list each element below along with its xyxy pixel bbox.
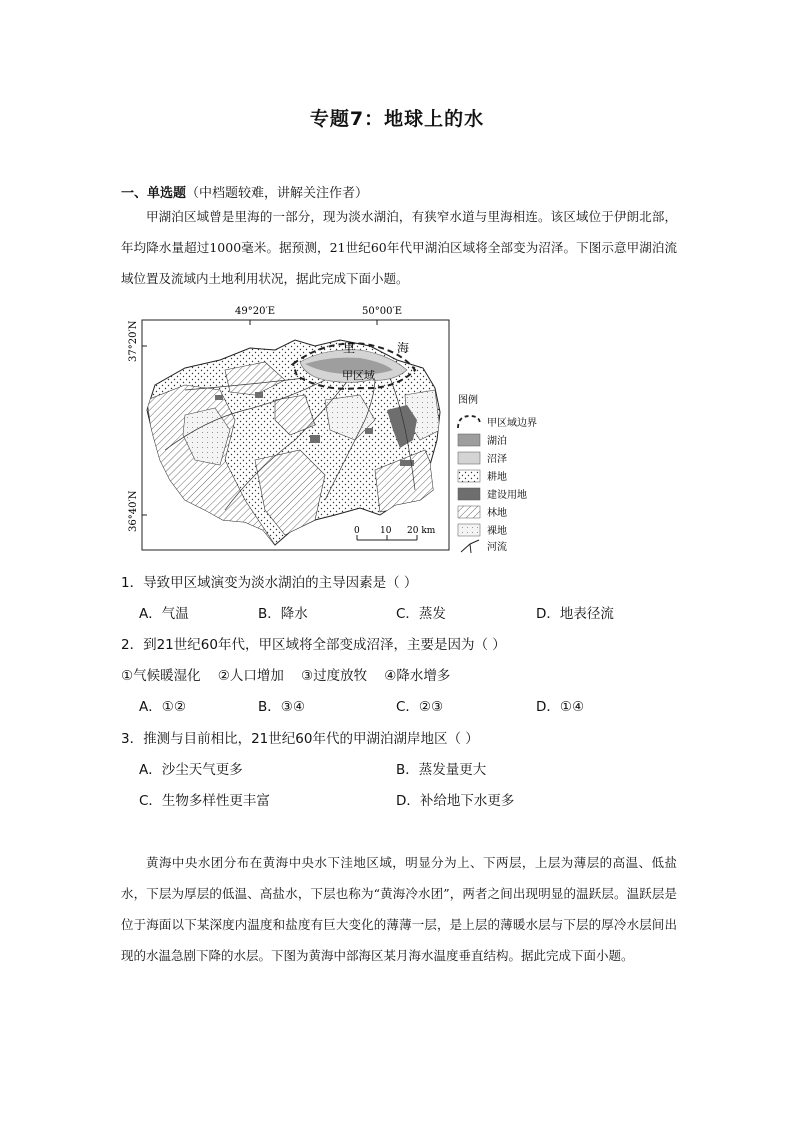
legend-lake: 湖泊	[487, 436, 507, 447]
legend-river: 河流	[487, 542, 507, 553]
scale-10: 10	[380, 526, 392, 536]
q2-option-b[interactable]: B．③④	[258, 699, 305, 715]
q2-option-c[interactable]: C．②③	[396, 699, 444, 715]
sea-label-2: 海	[397, 341, 410, 355]
question-2-choices: ①气候暖湿化 ②人口增加 ③过度放牧 ④降水增多	[121, 668, 451, 684]
q2-option-d[interactable]: D．①④	[536, 699, 585, 715]
legend-title: 图例	[458, 395, 478, 406]
section-note: （中档题较难，讲解关注作者）	[186, 186, 369, 201]
lon-label-2: 50°00′E	[362, 306, 403, 317]
legend-built-icon	[458, 488, 480, 500]
map-legend	[458, 393, 537, 553]
question-1-stem: 1．导致甲区域演变为淡水湖泊的主导因素是（ ）	[121, 575, 418, 591]
question-2-stem: 2．到21世纪60年代，甲区域将全部变成沼泽，主要是因为（ ）	[121, 637, 506, 653]
legend-farmland: 耕地	[487, 472, 507, 483]
legend-swamp-icon	[458, 452, 480, 464]
lat-label-2: 36°40′N	[128, 490, 139, 532]
section-heading	[121, 182, 368, 201]
lat-label-1: 37°20′N	[128, 320, 139, 362]
q3-option-c[interactable]: C．生物多样性更丰富	[139, 793, 270, 809]
passage-1-text: 甲湖泊区域曾是里海的一部分，现为淡水湖泊，有狭窄水道与里海相连。该区域位于伊朗北部，年均降水量超过1000毫米。据预测，21世纪60年代甲湖泊区域将全部变为沼泽。下图示意甲湖泊流域位置及流域内土地利用状况，据此完成下面小题。	[121, 209, 677, 286]
legend-forest: 林地	[487, 508, 507, 519]
q1-option-c[interactable]: C．蒸发	[396, 606, 446, 622]
section-heading-label: 一、单选题	[121, 186, 187, 201]
passage-2	[121, 847, 677, 971]
q2-option-a[interactable]: A．①②	[139, 699, 186, 715]
q1-option-b[interactable]: B．降水	[258, 606, 308, 622]
passage-1	[121, 201, 677, 294]
q3-option-d[interactable]: D．补给地下水更多	[396, 793, 515, 809]
scale-0: 0	[354, 526, 360, 536]
q3-option-a[interactable]: A．沙尘天气更多	[139, 762, 243, 778]
lon-label-1: 49°20′E	[235, 306, 276, 317]
page-title: 专题7：地球上的水	[309, 108, 485, 130]
legend-lake-icon	[458, 434, 480, 446]
legend-bare: 裸地	[487, 526, 507, 537]
scale-20: 20 km	[407, 526, 436, 536]
area-label: 甲区域	[342, 369, 375, 382]
legend-bare-icon	[458, 524, 480, 536]
legend-forest-icon	[458, 506, 480, 518]
legend-river-icon	[461, 540, 479, 553]
legend-boundary-icon	[458, 416, 480, 428]
q3-option-b[interactable]: B．蒸发量更大	[396, 762, 487, 778]
passage-2-text: 黄海中央水团分布在黄海中央水下洼地区域，明显分为上、下两层，上层为薄层的高温、低盐水，下层为厚层的低温、高盐水，下层也称为“黄海冷水团”，两者之间出现明显的温跃层。温跃层是位于海面以下某深度内温度和盐度有巨大变化的薄薄一层，是上层的薄暖水层与下层的厚冷水层间出现的水温急剧下降的水层。下图为黄海中部海区某月海水温度垂直结构。据此完成下面小题。	[121, 855, 677, 963]
legend-boundary: 甲区域边界	[487, 418, 537, 429]
q1-option-d[interactable]: D．地表径流	[536, 606, 614, 622]
legend-swamp: 沼泽	[487, 454, 507, 465]
sea-label-1: 里	[343, 341, 356, 355]
q1-option-a[interactable]: A．气温	[139, 606, 189, 622]
question-3-stem: 3．推测与目前相比，21世纪60年代的甲湖泊湖岸地区（ ）	[121, 731, 479, 747]
legend-built: 建设用地	[487, 490, 527, 501]
legend-farmland-icon	[458, 470, 480, 482]
land-use-map	[125, 300, 565, 556]
